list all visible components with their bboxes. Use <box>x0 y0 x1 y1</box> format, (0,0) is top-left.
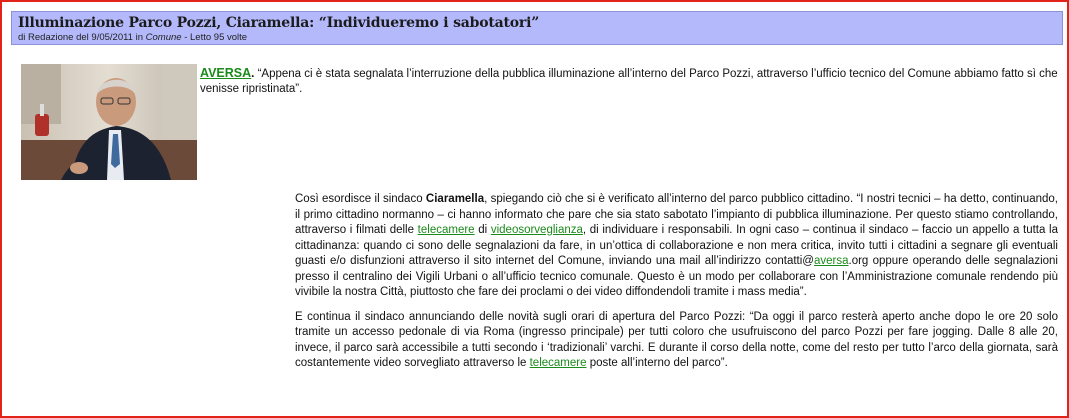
meta-prefix: di Redazione del 9/05/2011 in <box>18 32 146 43</box>
article-lead <box>200 66 1058 97</box>
p2-text-b: poste all’interno del parco”. <box>586 357 728 369</box>
article-photo <box>21 64 197 180</box>
p1-text-b: , spiegando ciò che si è verificato all’interno del parco pubblico cittadino. “I nostri tecnici – ha detto, continuando, il primo cittadino normanno – ci hanno informato che pare che sia stato sabotato l’impianto di pubblica illuminazione. Per questo stiamo controllando, attraverso i filmati delle <box>295 193 1058 236</box>
aversa-link[interactable]: AVERSA <box>200 66 252 80</box>
article-title[interactable]: Illuminazione Parco Pozzi, Ciaramella: “Individueremo i sabotatori” <box>18 15 540 31</box>
lead-dot: . <box>251 68 255 80</box>
article-body <box>295 192 1058 381</box>
paragraph-2 <box>295 310 1058 372</box>
meta-category-link[interactable]: Comune <box>145 32 182 43</box>
paragraph-1 <box>295 192 1058 301</box>
aversa-inline-link[interactable]: aversa <box>813 255 849 267</box>
p1-text-c: di <box>474 224 491 236</box>
p1-text-e: .org oppure operando delle segnalazioni presso il centralino dei Vigili Urbani o all’ufficio tecnico comunale. Questo è un modo per collaborare con l’Amministrazione comunale rendendo più vivibile la nostra Città, piuttosto che fare dei proclami o dei video diffondendoli tramite i mass media”. <box>295 255 1058 298</box>
article-meta <box>18 32 247 43</box>
p1-text-d: , di individuare i responsabili. In ogni caso – continua il sindaco – faccio un appello a tutta la cittadinanza: quando ci sono delle segnalazioni da fare, in un’ottica di collaborazione e non mera critica, invito tutti i cittadini a segnare gli eventuali guasti e/o disfunzioni attraverso il sito internet del Comune, inviando una mail all’indirizzo contatti@ <box>295 224 1059 267</box>
videosorveglianza-link[interactable]: videosorveglianza <box>490 224 583 236</box>
p2-text-a: E continua il sindaco annunciando delle novità sugli orari di apertura del Parco Pozzi: “Da oggi il parco resterà aperto anche dopo le ore 20 solo tramite un accesso pedonale di via Roma (ingresso principale) per tutti coloro che usufruiscono del parco Pozzi per fare jogging. Dalle 8 alle 20, invece, il parco sarà accessibile a tutti secondo i ‘tradizionali’ varchi. E durante il corso della notte, come del resto per tutto l’arco della giornata, sarà costantemente video sorvegliato attraverso le <box>295 310 1058 369</box>
article-header <box>11 11 1063 45</box>
telecamere-link[interactable]: telecamere <box>417 224 475 236</box>
p1-text-a: Così esordisce il sindaco <box>295 193 426 205</box>
telecamere-link-2[interactable]: telecamere <box>529 357 587 369</box>
lead-text: “Appena ci è stata segnalata l’interruzione della pubblica illuminazione all’interno del Parco Pozzi, attraverso l’ufficio tecnico del Comune abbiamo fatto sì che venisse ripristinata”. <box>200 68 1058 95</box>
p1-name: Ciaramella <box>425 193 485 205</box>
meta-suffix: - Letto 95 volte <box>181 32 248 43</box>
